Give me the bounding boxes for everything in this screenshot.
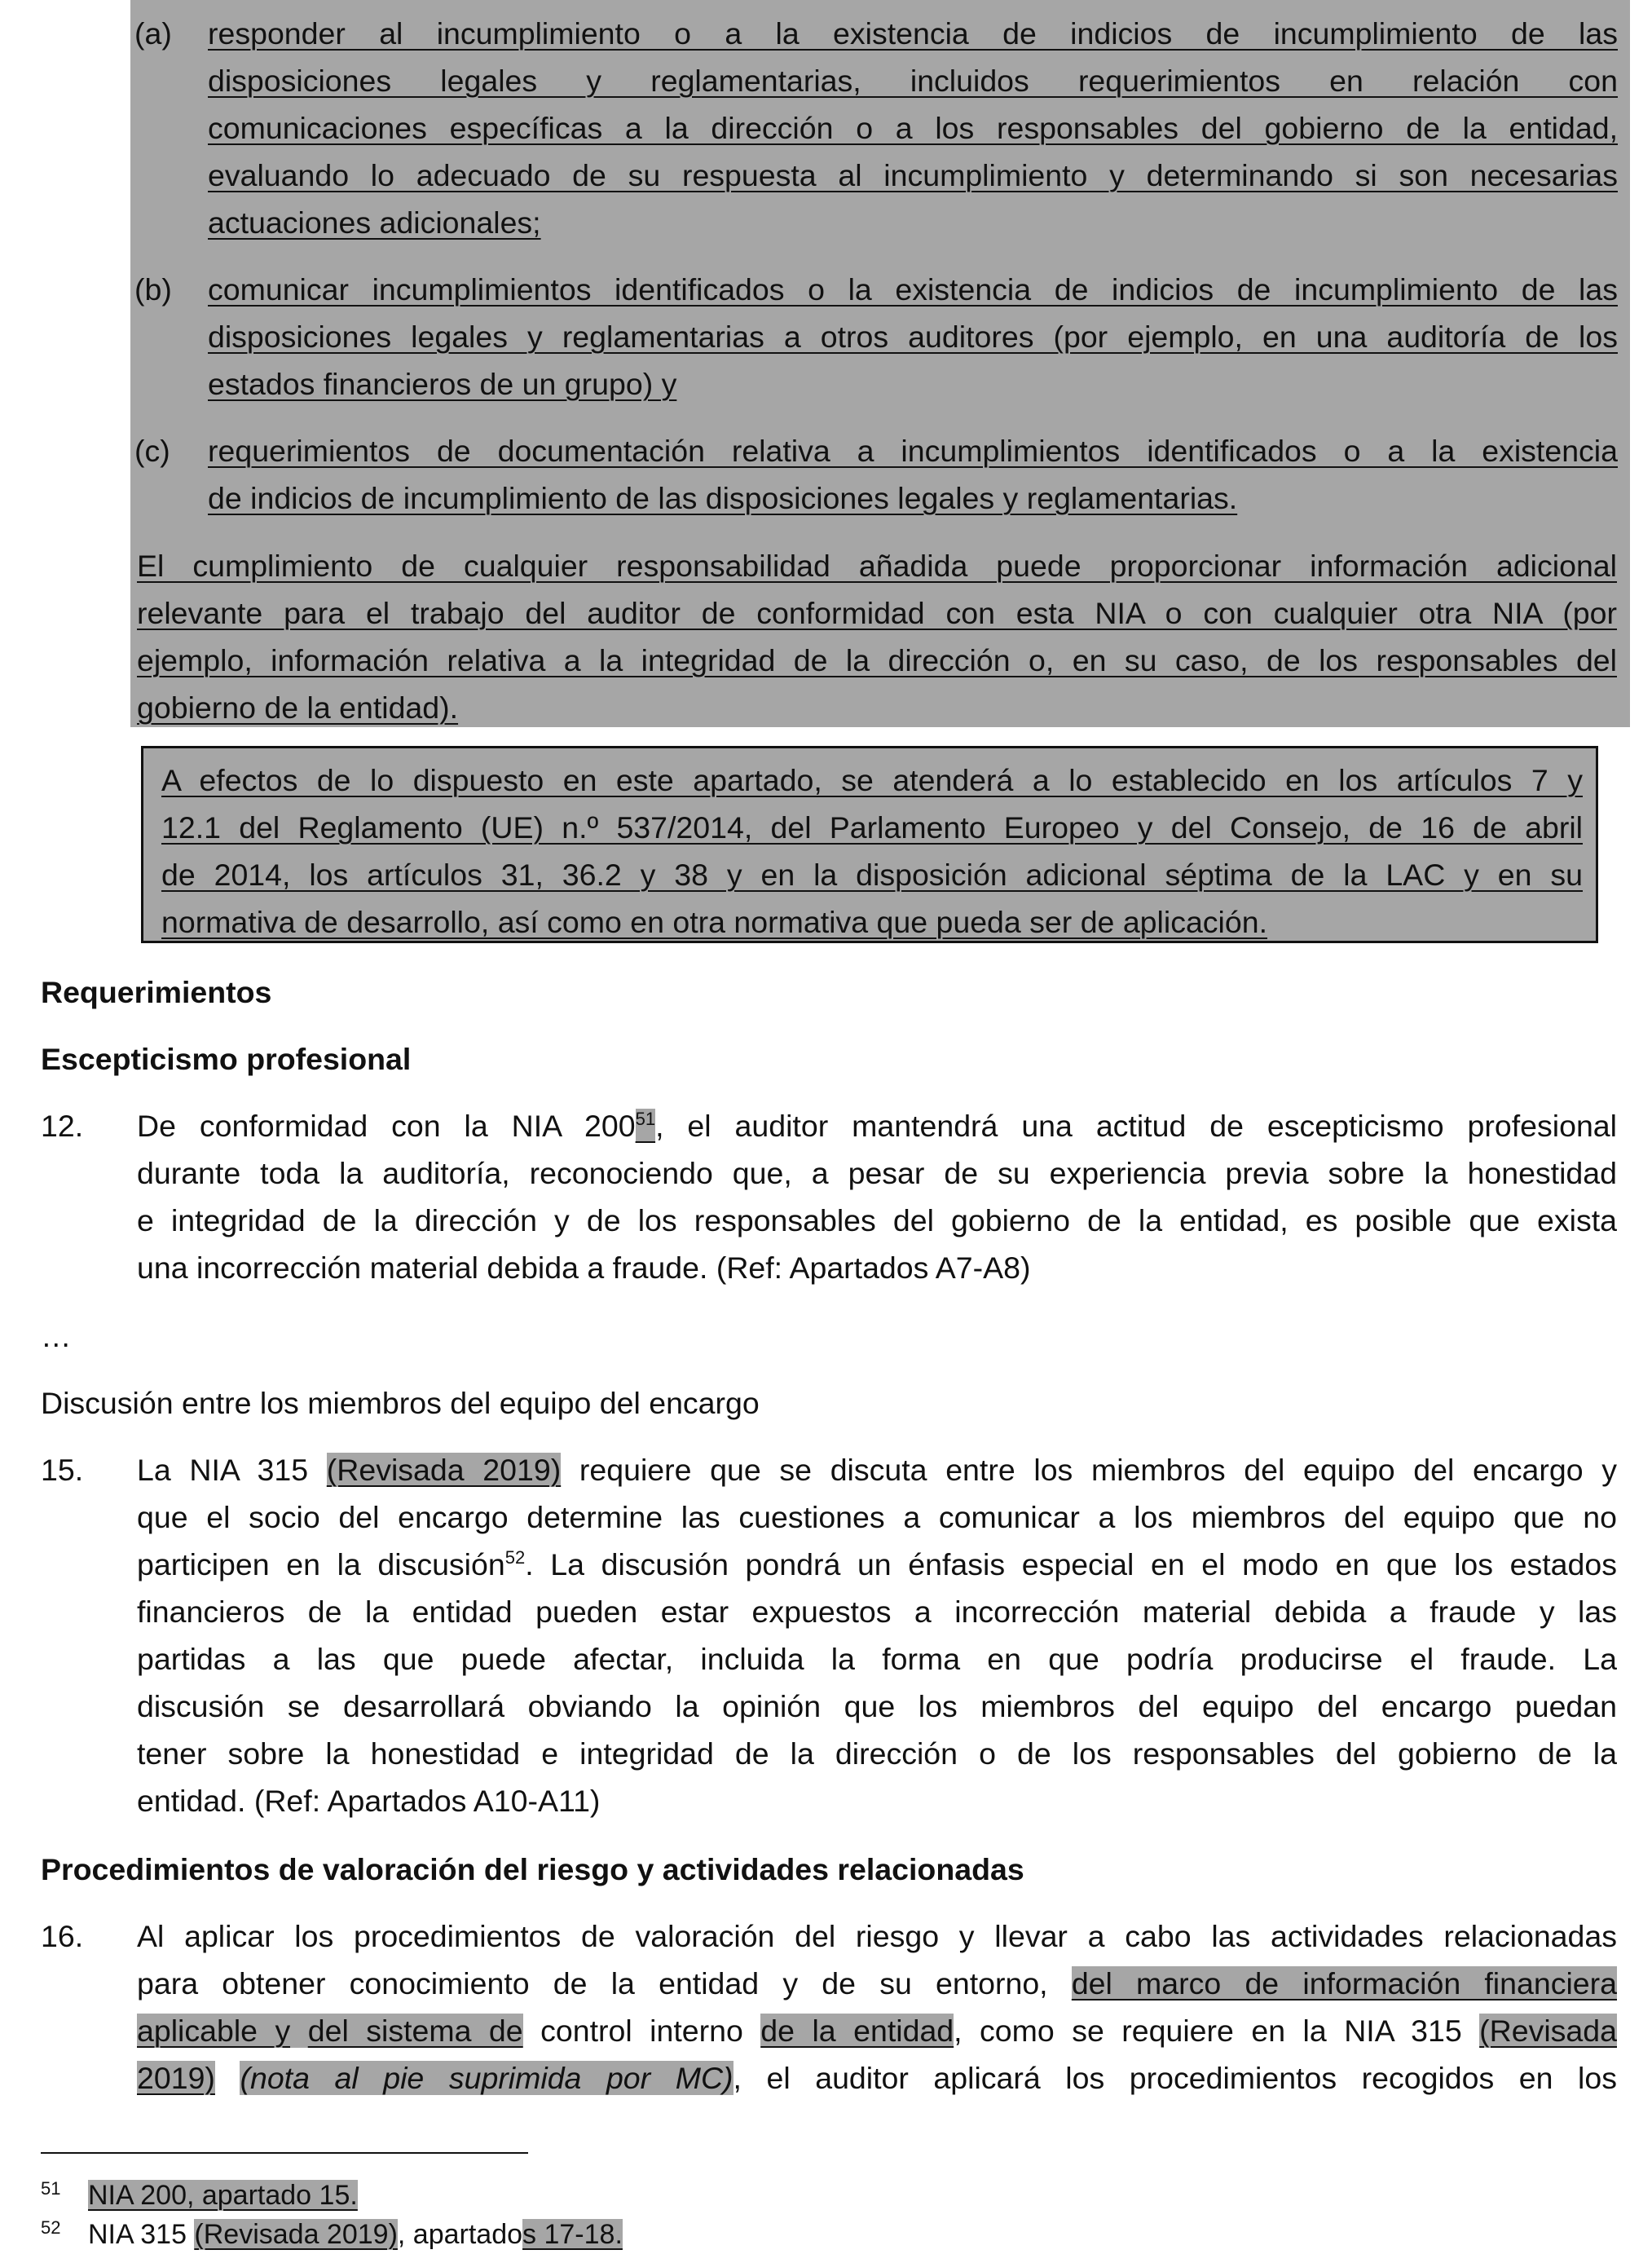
paragraph-15-line: tener sobre la honestidad e integridad de la dirección o de los responsables del gobierno de la <box>137 1736 1617 1771</box>
paragraph-15-line: entidad. (Ref: Apartados A10-A11) <box>137 1784 601 1818</box>
footnote-ref-51[interactable]: 51 <box>635 1109 656 1129</box>
footnote-ref-52[interactable]: 52 <box>504 1547 526 1568</box>
footnote-51: 51 NIA 200, apartado 15. <box>41 2178 358 2211</box>
item-a-label: (a) <box>134 16 172 51</box>
added-paragraph-line: relevante para el trabajo del auditor de conformidad con esta NIA o con cualquier otra NIA (por <box>137 596 1617 630</box>
paragraph-12-line: De conformidad con la NIA $200^{51}$, el auditor mantendrá una actitud de escepticismo profesional <box>137 1109 1617 1143</box>
item-c-line: requerimientos de documentación relativa a incumplimientos identificados o a la existencia <box>208 434 1618 468</box>
paragraph-number: 15. <box>41 1453 84 1487</box>
item-c-label: (c) <box>134 434 170 468</box>
paragraph-12-line: una incorrección material debida a fraude. (Ref: Apartados A7-A8) <box>137 1251 1031 1285</box>
heading-requerimientos: Requerimientos <box>41 975 272 1009</box>
heading-escepticismo: Escepticismo profesional <box>41 1042 412 1076</box>
paragraph-15-line: participen en la discusión$^{52}$. La discusión pondrá un énfasis especial en el modo en que los estados <box>137 1547 1617 1581</box>
item-b-line: disposiciones legales y reglamentarias a otros auditores (por ejemplo, en una auditoría de los <box>208 320 1618 354</box>
ellipsis-text: … <box>41 1319 72 1353</box>
item-a-line: responder al incumplimiento o a la existencia de indicios de incumplimiento de las <box>208 16 1618 51</box>
boxed-note-line: 12.1 del Reglamento (UE) n.º 537/2014, del Parlamento Europeo y del Consejo, de 16 de abril <box>161 810 1583 845</box>
paragraph-15-line: partidas a las que puede afectar, incluida la forma en que podría producirse el fraude. La <box>137 1642 1617 1676</box>
paragraph-15-line: La NIA 315 (Revisada 2019) requiere que se discuta entre los miembros del equipo del encargo y <box>137 1453 1617 1487</box>
paragraph-16-line: 2019) (nota al pie suprimida por MC), el auditor aplicará los procedimientos recogidos en los <box>137 2061 1617 2095</box>
paragraph-12-line: durante toda la auditoría, reconociendo que, a pesar de su experiencia previa sobre la honestidad <box>137 1156 1617 1190</box>
item-b-label: (b) <box>134 272 172 307</box>
item-b-line: comunicar incumplimientos identificados o la existencia de indicios de incumplimiento de las <box>208 272 1618 307</box>
paragraph-16-line: Al aplicar los procedimientos de valoración del riesgo y llevar a cabo las actividades relacionadas <box>137 1919 1617 1953</box>
item-a-line: disposiciones legales y reglamentarias, incluidos requerimientos en relación con <box>208 64 1618 98</box>
paragraph-16-line: aplicable y del sistema de control interno de la entidad, como se requiere en la NIA 315 (Revisada <box>137 2014 1617 2048</box>
added-paragraph-line: gobierno de la entidad). <box>137 690 459 725</box>
paragraph-16-line: para obtener conocimiento de la entidad y de su entorno, del marco de información financiera <box>137 1966 1617 2001</box>
item-c-line: de indicios de incumplimiento de las disposiciones legales y reglamentarias. <box>208 481 1238 515</box>
heading-procedimientos: Procedimientos de valoración del riesgo y actividades relacionadas <box>41 1852 1024 1886</box>
paragraph-15-line: financieros de la entidad pueden estar expuestos a incorrección material debida a fraude y las <box>137 1595 1617 1629</box>
boxed-national-note <box>141 746 1598 943</box>
paragraph-number: 12. <box>41 1109 84 1143</box>
footnote-separator <box>41 2152 528 2154</box>
subheading-discusion: Discusión entre los miembros del equipo del encargo <box>41 1386 760 1420</box>
added-paragraph-line: El cumplimiento de cualquier responsabilidad añadida puede proporcionar información adicional <box>137 549 1617 583</box>
paragraph-number: 16. <box>41 1919 84 1953</box>
paragraph-15-line: que el socio del encargo determine las cuestiones a comunicar a los miembros del equipo que no <box>137 1500 1617 1534</box>
item-b-line: estados financieros de un grupo) y <box>208 367 677 401</box>
added-paragraph-line: ejemplo, información relativa a la integridad de la dirección o, en su caso, de los responsables del <box>137 643 1617 677</box>
item-a-line: evaluando lo adecuado de su respuesta al incumplimiento y determinando si son necesarias <box>208 158 1618 192</box>
boxed-note-line: de 2014, los artículos 31, 36.2 y 38 y en la disposición adicional séptima de la LAC y en su <box>161 858 1583 892</box>
footnote-52: 52 NIA 315 (Revisada 2019), apartados 17-18. <box>41 2217 623 2250</box>
boxed-note-line: normativa de desarrollo, así como en otra normativa que pueda ser de aplicación. <box>161 905 1268 939</box>
boxed-note-line: A efectos de lo dispuesto en este apartado, se atenderá a lo establecido en los artículos 7 y <box>161 763 1583 797</box>
paragraph-15-line: discusión se desarrollará obviando la opinión que los miembros del equipo del encargo puedan <box>137 1689 1617 1723</box>
item-a-line: comunicaciones específicas a la dirección o a los responsables del gobierno de la entidad, <box>208 111 1618 145</box>
item-a-line: actuaciones adicionales; <box>208 205 541 240</box>
paragraph-12-line: e integridad de la dirección y de los responsables del gobierno de la entidad, es posible que exista <box>137 1203 1617 1237</box>
